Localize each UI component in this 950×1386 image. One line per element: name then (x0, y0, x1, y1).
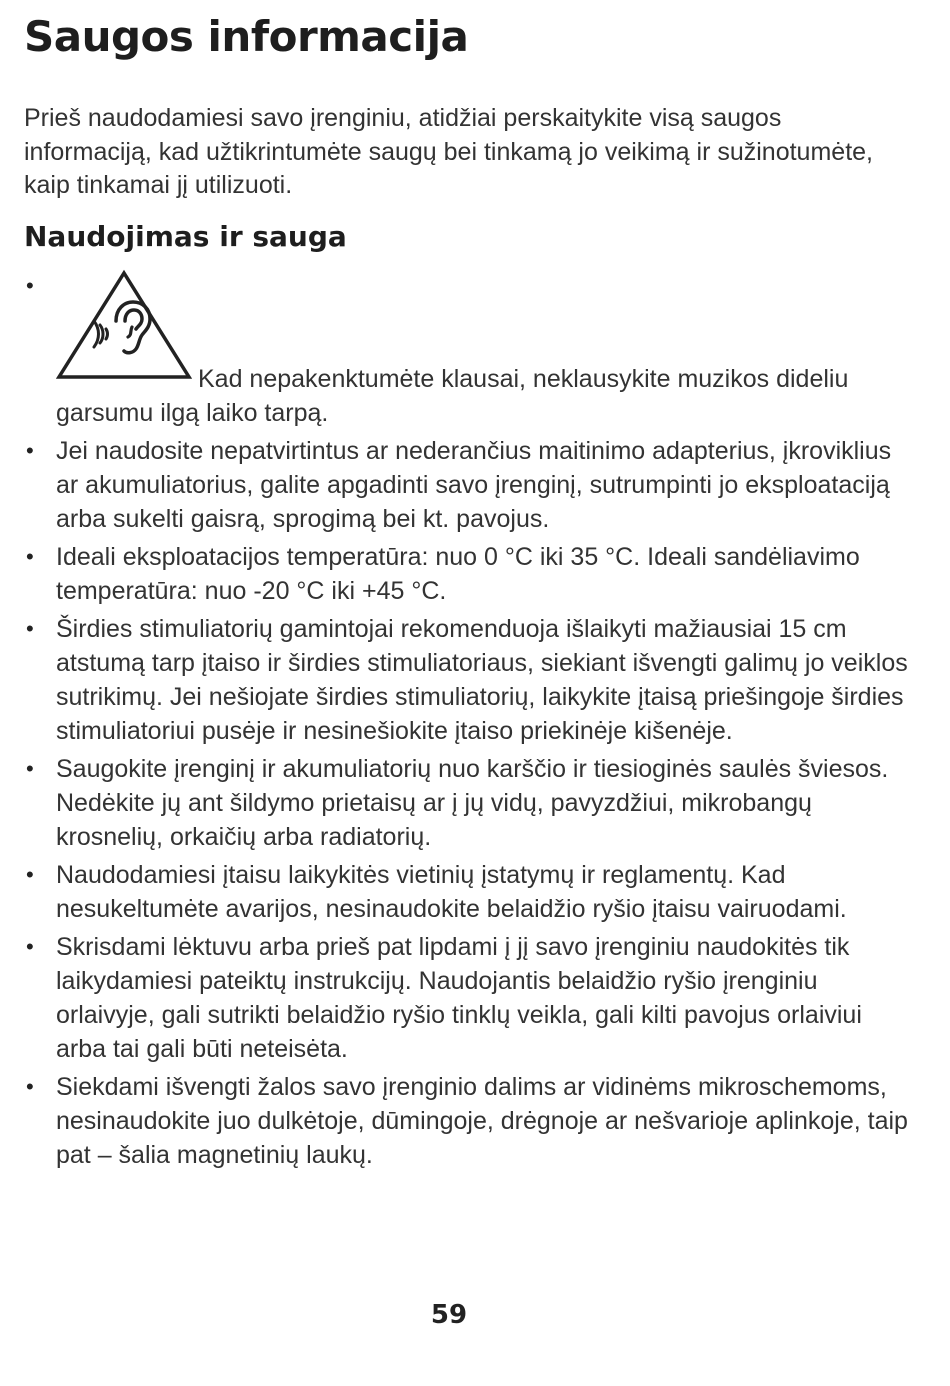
intro-paragraph: Prieš naudodamiesi savo įrenginiu, atidžiai perskaitykite visą saugos informaciją, kad užtikrintumėte saugų bei tinkamą jo veikimą ir sužinotumėte, kaip tinkamai jį utilizuoti. (24, 104, 873, 199)
list-item (24, 612, 916, 748)
bullet-dot: • (26, 861, 34, 887)
list-item-text: Kad nepakenktumėte klausai, neklausykite muzikos dideliu garsumu ilgą laiko tarpą. (56, 364, 849, 427)
page-number: 59 (430, 1300, 468, 1330)
list-item (24, 752, 916, 854)
list-item (24, 434, 916, 536)
section-heading: Naudojimas ir sauga (24, 219, 347, 253)
list-item-text: Ideali eksploatacijos temperatūra: nuo 0 °C iki 35 °C. Ideali sandėliavimo temperatūra: nuo -20 °C iki +45 °C. (56, 542, 860, 605)
document-page (24, 0, 924, 1176)
list-item (24, 858, 916, 926)
page-title: Saugos informacija (24, 12, 469, 61)
list-item-text: Skrisdami lėktuvu arba prieš pat lipdami į jį savo įrenginiu naudokitės tik laikydamiesi pateiktų instrukcijų. Naudojantis belaidžio ryšio įrenginiu orlaivyje, gali sutrikti belaidžio ryšio tinklų veikla, gali kilti pavojus orlaiviui arba tai gali būti neteisėta. (56, 932, 862, 1063)
list-item (24, 269, 916, 430)
list-item-text: Jei naudosite nepatvirtintus ar nederančius maitinimo adapterius, įkroviklius ar akumuliatorius, galite apgadinti savo įrenginį, sutrumpinti jo eksploataciją arba sukelti gaisrą, sprogimą bei kt. pavojus. (56, 436, 892, 533)
list-item (24, 930, 916, 1066)
bullet-dot: • (26, 933, 34, 959)
bullet-dot: • (26, 615, 34, 641)
bullet-dot: • (26, 543, 34, 569)
list-item (24, 540, 916, 608)
safety-list (24, 269, 924, 1172)
list-item-text: Saugokite įrenginį ir akumuliatorių nuo karščio ir tiesioginės saulės šviesos. Nedėkite jų ant šildymo prietaisų ar į jų vidų, pavyzdžiui, mikrobangų krosnelių, orkaičių arba radiatorių. (56, 754, 889, 851)
bullet-dot: • (26, 437, 34, 463)
bullet-dot: • (26, 272, 34, 298)
list-item-text: Širdies stimuliatorių gamintojai rekomenduoja išlaikyti mažiausiai 15 cm atstumą tarp įtaiso ir širdies stimuliatoriaus, siekiant išvengti galimų jo veiklos sutrikimų. Jei nešiojate širdies stimuliatorių, laikykite įtaisą priešingoje širdies stimuliatoriui pusėje ir nesinešiokite įtaiso priekinėje kišenėje. (56, 614, 908, 745)
bullet-dot: • (26, 755, 34, 781)
list-item-text: Naudodamiesi įtaisu laikykitės vietinių įstatymų ir reglamentų. Kad nesukeltumėte avarijos, nesinaudokite belaidžio ryšio įtaisu vairuodami. (56, 860, 847, 923)
hearing-warning-icon (56, 269, 192, 390)
bullet-dot: • (26, 1073, 34, 1099)
list-item-text: Siekdami išvengti žalos savo įrenginio dalims ar vidinėms mikroschemoms, nesinaudokite juo dulkėtoje, dūmingoje, drėgnoje ar nešvarioje aplinkoje, taip pat – šalia magnetinių laukų. (56, 1072, 908, 1169)
list-item (24, 1070, 916, 1172)
